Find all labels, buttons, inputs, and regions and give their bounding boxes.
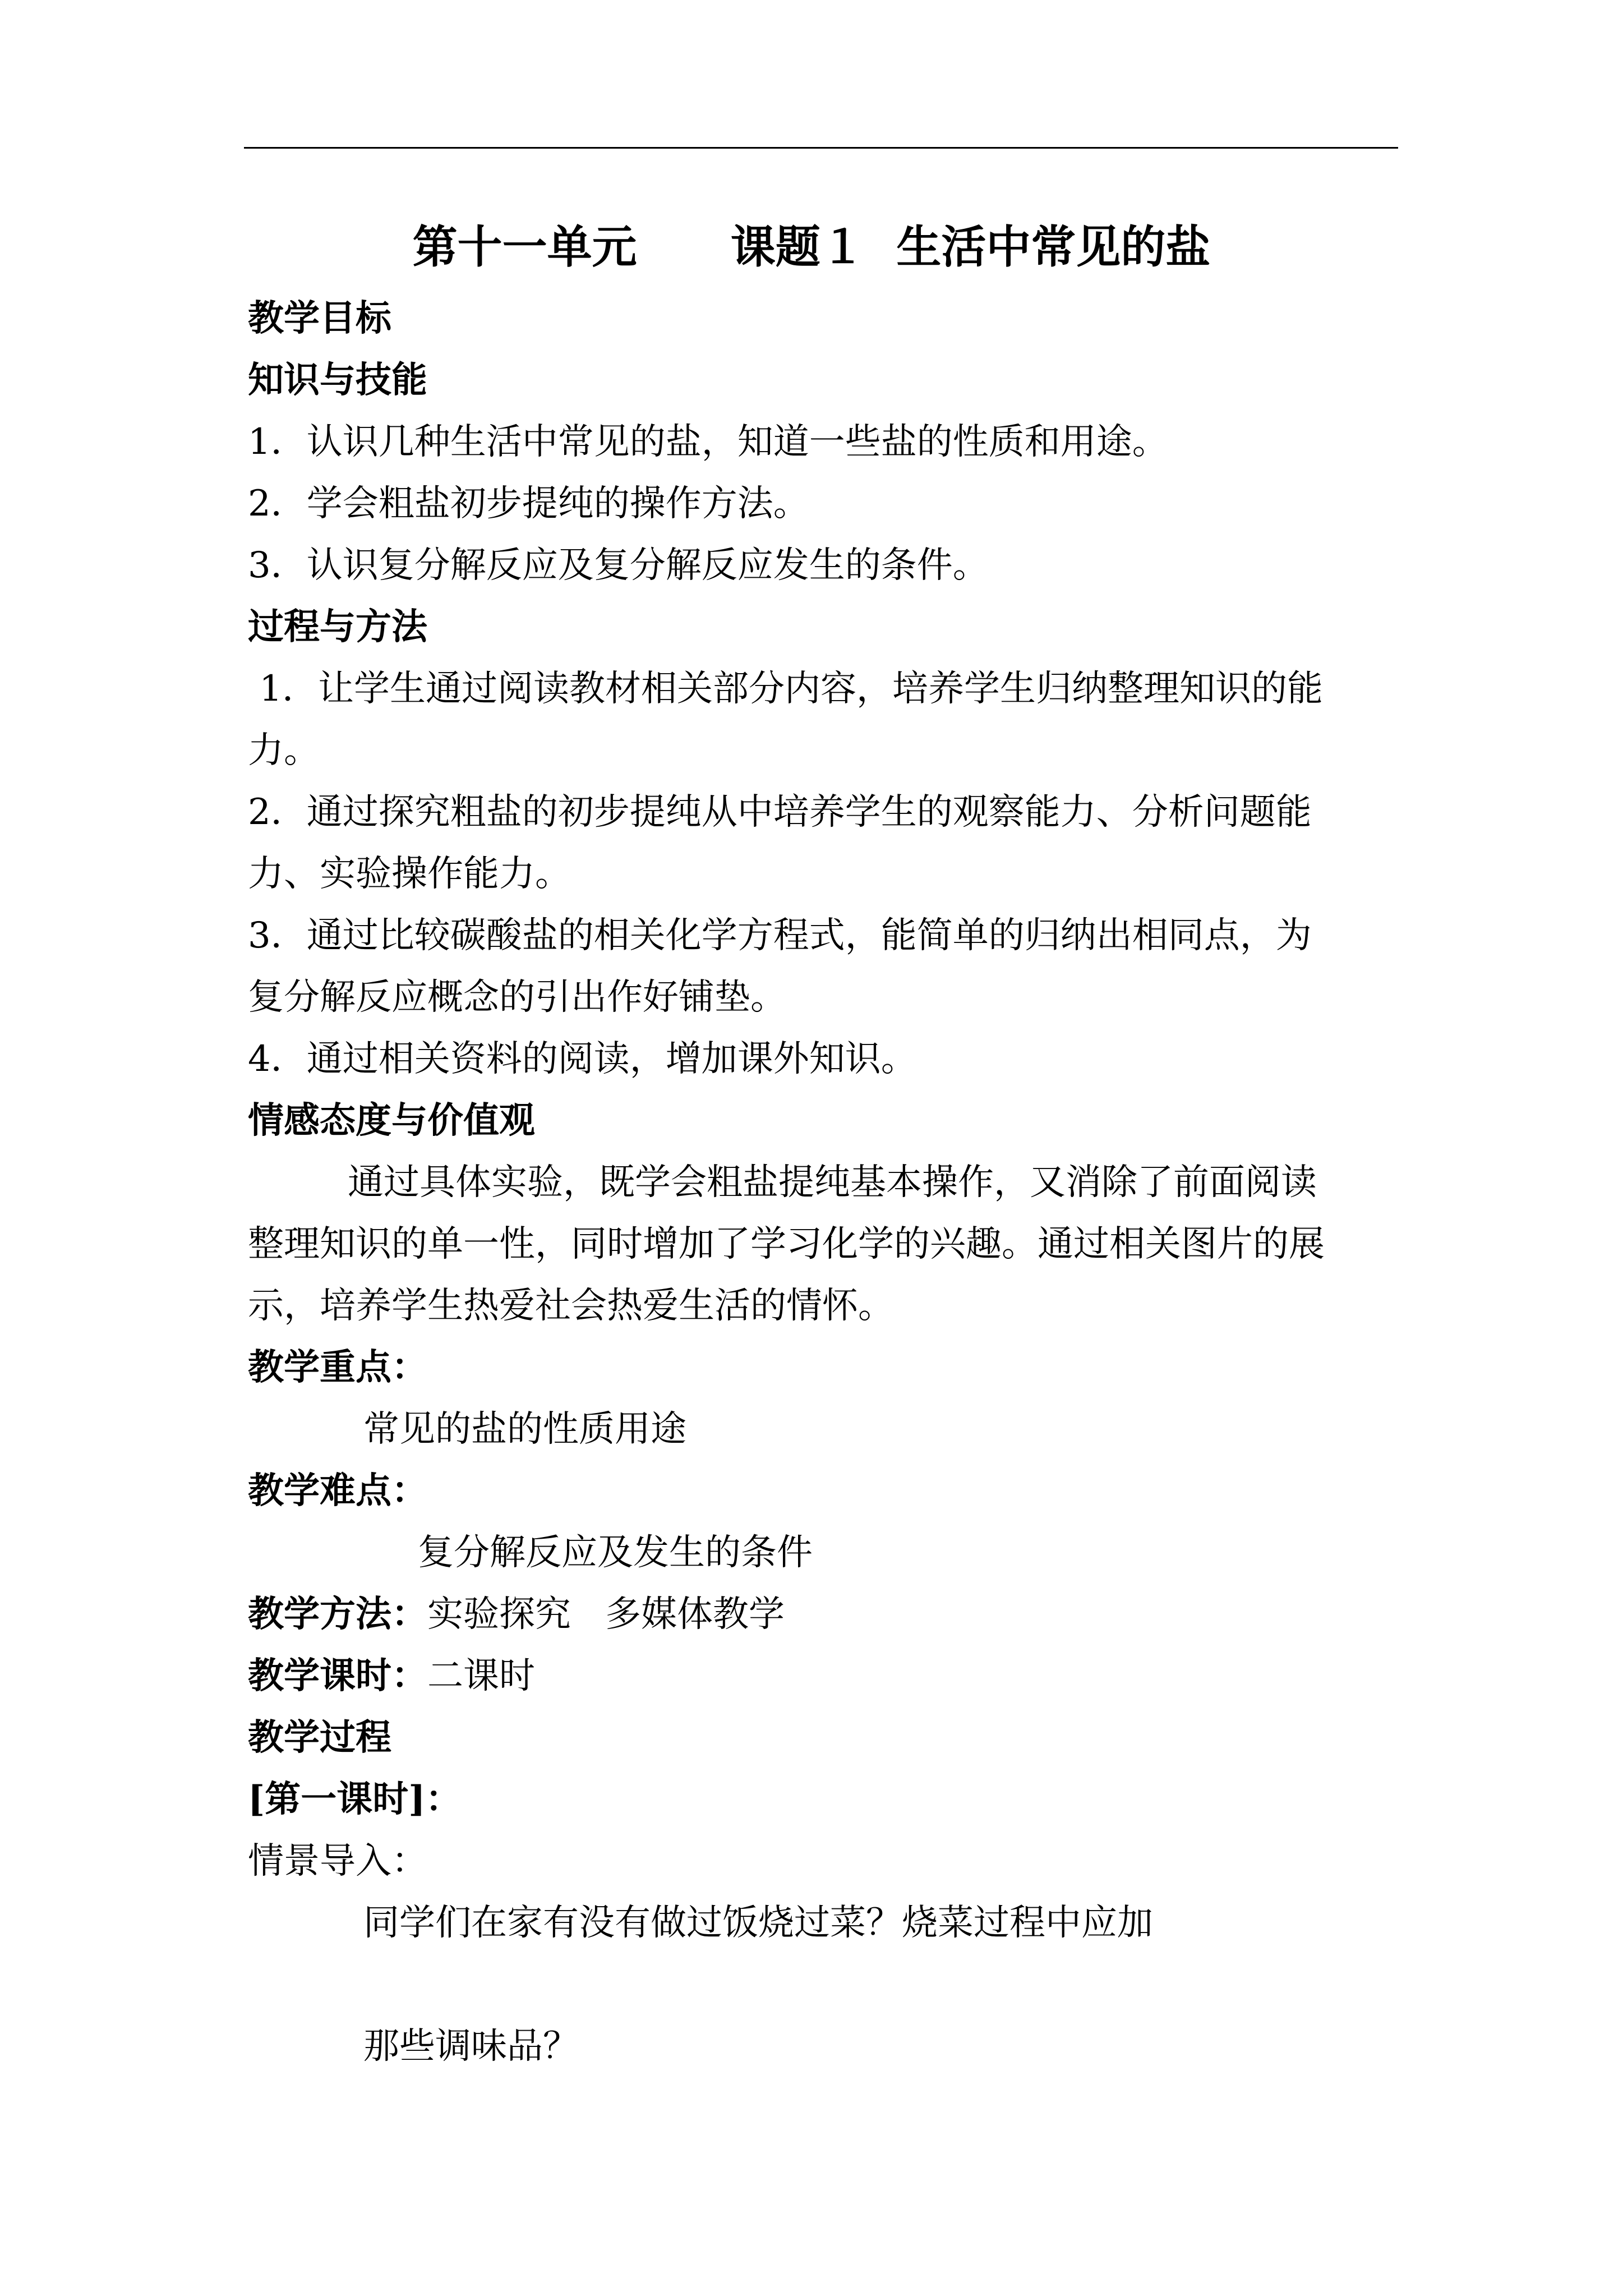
- knowledge-item: 2．学会粗盐初步提纯的操作方法。: [248, 483, 809, 524]
- emotion-paragraph-line: 整理知识的单一性，同时增加了学习化学的兴趣。通过相关图片的展: [248, 1223, 1325, 1265]
- process-item: 复分解反应概念的引出作好铺垫。: [248, 977, 786, 1018]
- process-item: 2．通过探究粗盐的初步提纯从中培养学生的观察能力、分析问题能: [248, 792, 1312, 833]
- key-point-label: 教学重点：: [248, 1346, 427, 1388]
- emotion-heading: 情感态度与价值观: [248, 1099, 535, 1142]
- hours-text: 二课时: [427, 1655, 535, 1697]
- intro-text-line: 同学们在家有没有做过饭烧过菜？烧菜过程中应加: [363, 1902, 1153, 1944]
- method-label: 教学方法：: [248, 1593, 427, 1635]
- process-item: 力。: [248, 730, 320, 771]
- intro-label: 情景导入：: [248, 1841, 427, 1882]
- hours-row: [248, 1654, 535, 1699]
- page-title: 第十一单元 课题１ 生活中常见的盐: [412, 220, 1211, 273]
- knowledge-heading: 知识与技能: [248, 359, 427, 401]
- teaching-process-label: 教学过程: [248, 1717, 391, 1759]
- objectives-heading: 教学目标: [248, 297, 391, 339]
- header-rule: [244, 147, 1398, 149]
- hours-label: 教学课时：: [248, 1655, 427, 1697]
- lesson-label: [第一课时]：: [248, 1778, 462, 1820]
- emotion-paragraph-line: 通过具体实验，既学会粗盐提纯基本操作，又消除了前面阅读: [348, 1162, 1317, 1203]
- intro-text-line: 那些调味品？: [363, 2026, 579, 2067]
- process-item: 力、实验操作能力。: [248, 853, 571, 895]
- difficulty-text: 复分解反应及发生的条件: [418, 1532, 813, 1573]
- process-item: 4．通过相关资料的阅读，增加课外知识。: [248, 1038, 917, 1080]
- difficulty-label: 教学难点：: [248, 1470, 427, 1512]
- method-text: 实验探究 多媒体教学: [427, 1594, 785, 1635]
- process-item: 3．通过比较碳酸盐的相关化学方程式，能简单的归纳出相同点，为: [248, 915, 1312, 956]
- process-heading: 过程与方法: [248, 606, 427, 648]
- knowledge-item: 1．认识几种生活中常见的盐，知道一些盐的性质和用途。: [248, 421, 1168, 463]
- method-row: [248, 1592, 785, 1637]
- process-item: 1．让学生通过阅读教材相关部分内容，培养学生归纳整理知识的能: [248, 668, 1324, 710]
- key-point-text: 常见的盐的性质用途: [363, 1409, 686, 1450]
- emotion-paragraph-line: 示，培养学生热爱社会热爱生活的情怀。: [248, 1285, 894, 1327]
- knowledge-item: 3．认识复分解反应及复分解反应发生的条件。: [248, 545, 989, 586]
